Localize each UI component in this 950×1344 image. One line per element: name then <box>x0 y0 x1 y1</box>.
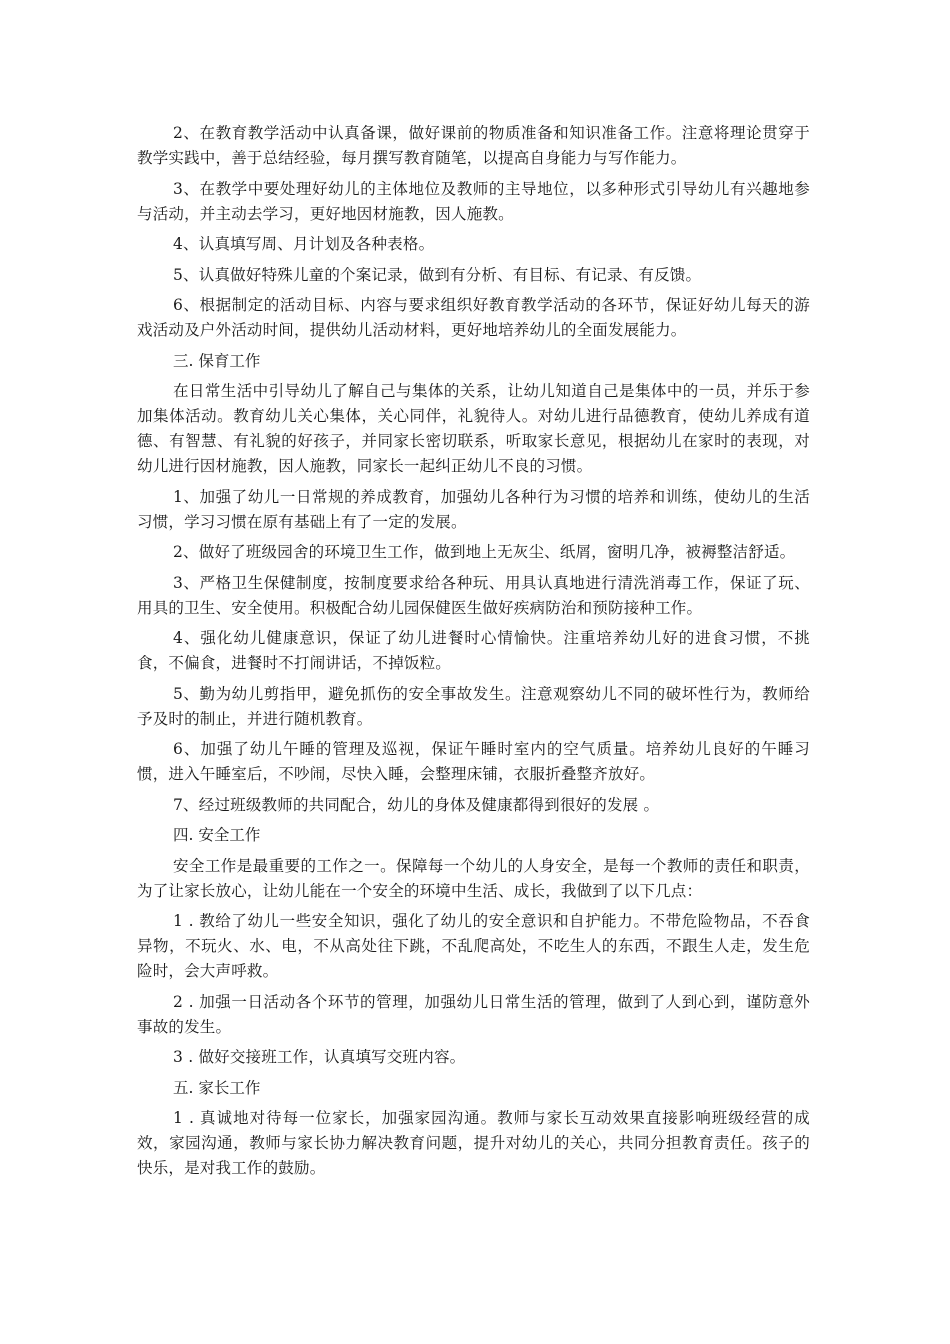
paragraph: 2、在教育教学活动中认真备课，做好课前的物质准备和知识准备工作。注意将理论贯穿于教学实践中，善于总结经验，每月撰写教育随笔，以提高自身能力与写作能力。 <box>137 124 810 167</box>
paragraph: 安全工作是最重要的工作之一。保障每一个幼儿的人身安全，是每一个教师的责任和职责，为了让家长放心，让幼儿能在一个安全的环境中生活、成长，我做到了以下几点： <box>137 856 810 900</box>
paragraph: 2、做好了班级园舍的环境卫生工作，做到地上无灰尘、纸屑，窗明几净，被褥整洁舒适。 <box>173 543 796 561</box>
paragraph: 3、在教学中要处理好幼儿的主体地位及教师的主导地位，以多种形式引导幼儿有兴趣地参与活动，并主动去学习，更好地因材施教，因人施教。 <box>137 179 810 223</box>
paragraph: 4、认真填写周、月计划及各种表格。 <box>173 235 435 253</box>
paragraph: 5、认真做好特殊儿童的个案记录，做到有分析、有目标、有记录、有反馈。 <box>173 265 702 284</box>
paragraph: 6、根据制定的活动目标、内容与要求组织好教育教学活动的各环节，保证好幼儿每天的游戏活动及户外活动时间，提供幼儿活动材料，更好地培养幼儿的全面发展能力。 <box>137 296 810 339</box>
paragraph: 3 . 做好交接班工作，认真填写交班内容。 <box>173 1048 466 1066</box>
paragraph: 1 . 教给了幼儿一些安全知识，强化了幼儿的安全意识和自护能力。不带危险物品，不吞食异物，不玩火、水、电，不从高处往下跳，不乱爬高处，不吃生人的东西，不跟生人走，发生危险时，会大声呼救。 <box>137 912 810 980</box>
paragraph: 4、强化幼儿健康意识，保证了幼儿进餐时心情愉快。注重培养幼儿好的进食习惯，不挑食，不偏食，进餐时不打闹讲话，不掉饭粒。 <box>137 629 810 672</box>
section-heading: 三. 保育工作 <box>173 351 261 370</box>
section-heading: 五. 家长工作 <box>173 1078 261 1097</box>
paragraph: 6、加强了幼儿午睡的管理及巡视，保证午睡时室内的空气质量。培养幼儿良好的午睡习惯，进入午睡室后，不吵闹，尽快入睡，会整理床铺，衣服折叠整齐放好。 <box>137 740 810 783</box>
paragraph: 1 . 真诚地对待每一位家长，加强家园沟通。教师与家长互动效果直接影响班级经营的成效，家园沟通，教师与家长协力解决教育问题，提升对幼儿的关心，共同分担教育责任。孩子的快乐，是对我工作的鼓励。 <box>137 1109 810 1177</box>
document-page <box>137 121 810 1187</box>
section-heading: 四. 安全工作 <box>173 826 261 844</box>
paragraph: 7、经过班级教师的共同配合，幼儿的身体及健康都得到很好的发展 。 <box>173 795 660 814</box>
paragraph: 2 . 加强一日活动各个环节的管理，加强幼儿日常生活的管理，做到了人到心到，谨防意外事故的发生。 <box>137 992 810 1036</box>
paragraph: 在日常生活中引导幼儿了解自己与集体的关系，让幼儿知道自己是集体中的一员，并乐于参加集体活动。教育幼儿关心集体，关心同伴，礼貌待人。对幼儿进行品德教育，使幼儿养成有道德、有智慧、有礼貌的好孩子，并同家长密切联系，听取家长意见，根据幼儿在家时的表现，对幼儿进行因材施教，因人施教，同家长一起纠正幼儿不良的习惯。 <box>137 382 810 475</box>
paragraph: 5、勤为幼儿剪指甲，避免抓伤的安全事故发生。注意观察幼儿不同的破坏性行为，教师给予及时的制止，并进行随机教育。 <box>137 684 810 728</box>
paragraph: 3、严格卫生保健制度，按制度要求给各种玩、用具认真地进行清洗消毒工作，保证了玩、用具的卫生、安全使用。积极配合幼儿园保健医生做好疾病防治和预防接种工作。 <box>137 573 810 617</box>
paragraph: 1、加强了幼儿一日常规的养成教育，加强幼儿各种行为习惯的培养和训练，使幼儿的生活习惯，学习习惯在原有基础上有了一定的发展。 <box>137 487 810 531</box>
